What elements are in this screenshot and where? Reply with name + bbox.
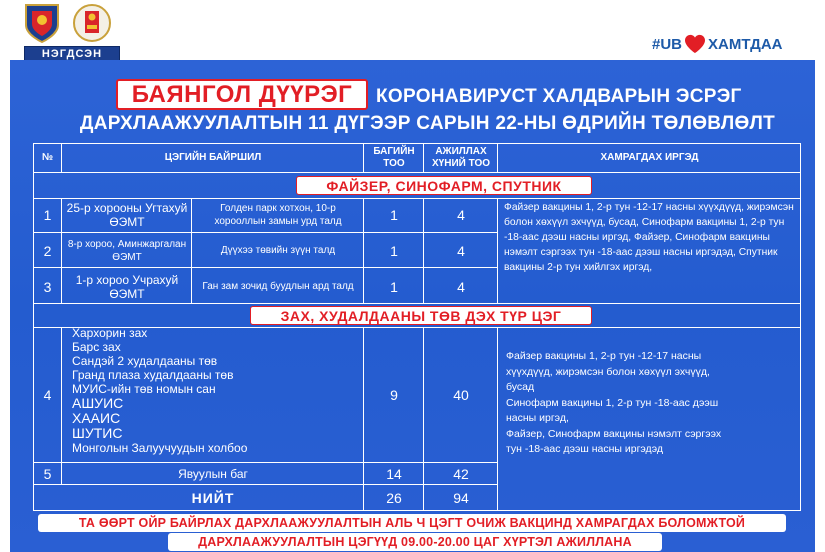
- coverage2-line: хүүхдүүд, жирэмсэн болон хөхүүл эхчүүд,: [506, 365, 710, 378]
- row2-teams: 1: [390, 242, 398, 259]
- header-staff: АЖИЛЛАХ ХҮНИЙ ТОО: [431, 146, 491, 169]
- row4-teams: 9: [390, 386, 398, 403]
- row4-place-item: Сандэй 2 худалдааны төв: [72, 354, 218, 368]
- section-banner-1: ФАЙЗЕР, СИНОФАРМ, СПУТНИК: [296, 176, 592, 195]
- row1-staff: 4: [457, 207, 465, 223]
- row4-no: 4: [43, 386, 52, 403]
- row3-no: 3: [43, 278, 52, 295]
- coverage-block-1: Файзер вакцины 1, 2-р тун -12-17 насны хүүхдүүд, жирэмсэн болон хөхүүл эхчүүд, бусад, Синофарм вакцины 1, 2-р тун -18-аас дээш насны иргэд, Файзер, Синофарм вакцины нэмэлт сэргээх тун -18-аас дээш насны иргэдэд, Спутник вакцины 2-р тун хийлгэх иргэд,: [504, 202, 794, 273]
- row4-place-item: Хархорин зах: [72, 326, 148, 340]
- emblem-logo-icon: [66, 3, 118, 43]
- row4-staff: 40: [453, 386, 469, 403]
- hashtag-suffix: ХАМТДАА: [708, 35, 783, 53]
- logo-name-top: НЭГДСЭН: [41, 48, 103, 60]
- shield-logo-icon: [24, 3, 60, 43]
- row3-staff: 4: [457, 278, 465, 295]
- footer-line1: ТА ӨӨРТ ОЙР БАЙРЛАХ ДАРХЛААЖУУЛАЛТЫН АЛЬ Ч ЦЭГТ ОЧИЖ ВАКЦИНД ХАМРАГДАХ БОЛОМЖТОЙ: [38, 514, 786, 532]
- total-staff: 94: [453, 490, 469, 506]
- row3-teams: 1: [390, 278, 398, 295]
- coverage2-line: насны иргэд,: [506, 412, 569, 424]
- heart-icon: [684, 34, 706, 54]
- row5-staff: 42: [453, 466, 469, 482]
- header-teams: БАГИЙН ТОО: [373, 146, 415, 169]
- row2-place: 8-р хороо, Аминжаргалан ӨЭМТ: [67, 238, 187, 263]
- coverage2-line: Файзер, Синофарм вакцины нэмэлт сэргээх: [506, 427, 722, 440]
- row1-place: 25-р хорооны Угтахуй ӨЭМТ: [66, 201, 188, 229]
- row1-no: 1: [43, 207, 52, 223]
- row5-no: 5: [43, 466, 52, 482]
- coverage2-line: Файзер вакцины 1, 2-р тун -12-17 насны: [506, 350, 702, 362]
- row1-addr: Голден парк хотхон, 10-р хорооллын замын урд талд: [214, 203, 342, 227]
- footer-line2: ДАРХЛААЖУУЛАЛТЫН ЦЭГҮҮД 09.00-20.00 ЦАГ ХҮРТЭЛ АЖИЛЛАНА: [168, 533, 662, 551]
- total-label: НИЙТ: [191, 490, 235, 506]
- coverage2-line: тун -18-аас дээш насны иргэдэд: [506, 443, 664, 455]
- header-coverage: ХАМРАГДАХ ИРГЭД: [600, 152, 699, 163]
- row4-place-item: Гранд плаза худалдааны төв: [72, 368, 234, 382]
- title-line1: КОРОНАВИРУСТ ХАЛДВАРЫН ЭСРЭГ: [376, 86, 742, 107]
- total-teams: 26: [386, 490, 402, 506]
- coverage-block-2: [506, 349, 721, 458]
- row4-place-item: АШУИС: [72, 395, 124, 411]
- row4-place-item: Монголын Залуучуудын холбоо: [72, 441, 248, 455]
- row3-addr: Ган зам зочид буудлын ард талд: [202, 281, 354, 292]
- row4-place-item: ШУТИС: [72, 425, 123, 441]
- header-location: ЦЭГИЙН БАЙРШИЛ: [164, 152, 262, 163]
- hashtag-prefix: #UB: [652, 35, 683, 53]
- row2-no: 2: [43, 242, 52, 259]
- row4-place-item: МУИС-ийн төв номын сан: [72, 382, 216, 396]
- row4-place-item: ХААИС: [72, 410, 121, 426]
- row1-teams: 1: [390, 207, 398, 223]
- row2-addr: Дүүхээ төвийн зүүн талд: [220, 245, 336, 256]
- row3-place: 1-р хороо Учрахуй ӨЭМТ: [75, 272, 179, 301]
- row2-staff: 4: [457, 242, 465, 259]
- row4-place-list: [72, 326, 247, 455]
- section-banner-2: ЗАХ, ХУДАЛДААНЫ ТӨВ ДЭХ ТҮР ЦЭГ: [250, 306, 592, 325]
- row5-place: Явуулын баг: [178, 467, 248, 481]
- coverage2-line: бусад: [506, 381, 535, 393]
- coverage2-line: Синофарм вакцины 1, 2-р тун -18-аас дээш: [506, 396, 719, 409]
- header-no: №: [41, 152, 54, 163]
- title-line2: ДАРХЛААЖУУЛАЛТЫН 11 ДҮГЭЭР САРЫН 22-НЫ ӨДРИЙН ТӨЛӨВЛӨЛТ: [79, 113, 776, 134]
- district-title-box: [116, 79, 368, 110]
- hashtag: [652, 34, 783, 54]
- row4-place-item: Барс зах: [72, 340, 121, 354]
- row5-teams: 14: [386, 466, 402, 482]
- district-title: БАЯНГОЛ ДҮҮРЭГ: [131, 80, 353, 108]
